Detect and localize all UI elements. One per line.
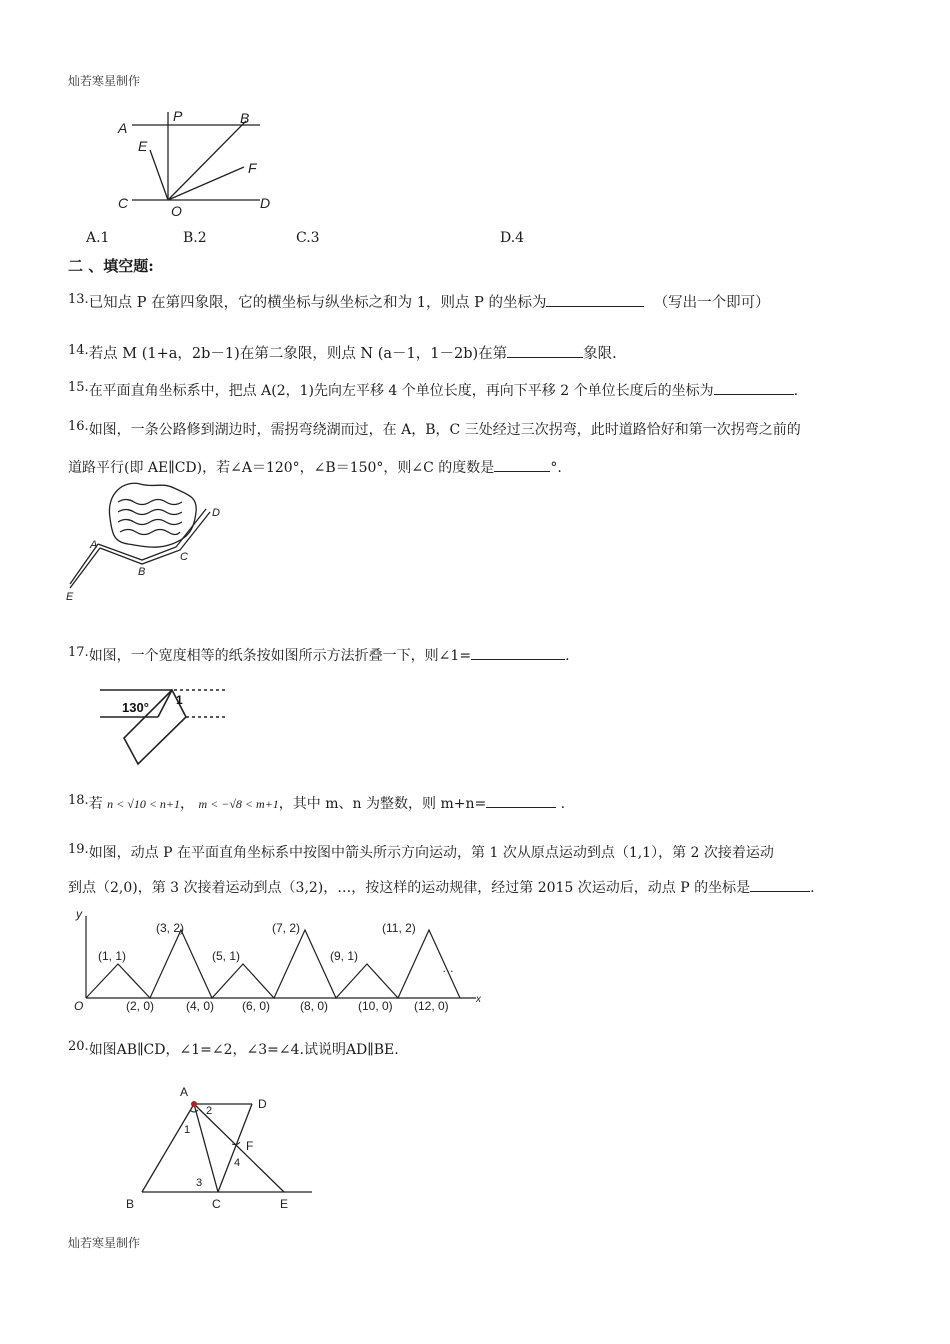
figure-q20: [120, 1078, 325, 1214]
label-C: C: [212, 1197, 221, 1211]
question-13: [68, 292, 770, 314]
angle-label-1: 1: [176, 693, 183, 707]
label-F: F: [246, 1139, 254, 1153]
angle-1: 1: [184, 1124, 191, 1136]
point-label-4-0: (4, 0): [186, 999, 215, 1013]
question-number: 14.: [68, 343, 89, 358]
label-F: F: [248, 160, 257, 176]
answer-blank[interactable]: [750, 877, 810, 892]
origin-label: O: [74, 999, 84, 1013]
point-label-9-1: (9, 1): [330, 949, 359, 963]
point-label-11-2: (11, 2): [382, 921, 416, 935]
page-footer: 灿若寒星制作: [68, 1236, 141, 1250]
answer-blank[interactable]: [714, 380, 794, 395]
question-19-line2: [68, 877, 815, 898]
answer-blank[interactable]: [471, 645, 565, 660]
point-label-7-2: (7, 2): [272, 921, 301, 935]
question-text: 道路平行(即 AE∥CD)，若∠A＝120°，∠B＝150°，则∠C 的度数是: [68, 460, 495, 476]
question-text: 在平面直角坐标系中，把点 A(2，1)先向左平移 4 个单位长度，再向下平移 2 个单位长度后的坐标为: [88, 383, 714, 399]
figure-q16: [62, 478, 242, 606]
question-tail: .: [560, 796, 566, 812]
question-20: [68, 1040, 399, 1061]
point-label-1-1: (1, 1): [98, 949, 127, 963]
question-number: 15.: [68, 380, 89, 395]
ellipsis: …: [442, 961, 454, 975]
question-16-line2: [68, 457, 562, 478]
option-b: B.2: [183, 230, 207, 246]
question-number: 16.: [68, 419, 89, 434]
figure-q19: [68, 906, 488, 1014]
label-O: O: [171, 203, 182, 219]
question-text: ，其中 m、n 为整数，则 m+n=: [278, 796, 487, 812]
figure-q12: [110, 105, 290, 220]
question-number: 20.: [68, 1039, 89, 1054]
question-16-line1: [68, 420, 801, 441]
question-tail: °.: [550, 460, 562, 476]
point-label-8-0: (8, 0): [300, 999, 329, 1013]
question-text: 若点 M (1+a，2b－1)在第二象限，则点 N (a－1，1－2b)在第: [88, 346, 508, 362]
point-label-3-2: (3, 2): [156, 921, 185, 935]
question-15: [68, 380, 798, 402]
question-number: 19.: [68, 842, 89, 857]
label-B: B: [138, 566, 146, 578]
axis-y-label: y: [76, 907, 82, 921]
question-number: 13.: [68, 292, 89, 307]
axis-x-label: x: [476, 994, 481, 1005]
label-A: A: [90, 539, 98, 551]
label-E: E: [138, 138, 148, 154]
point-label-10-0: (10, 0): [358, 999, 393, 1013]
question-tail: 象限.: [583, 346, 617, 362]
section-title: 二 、填空题:: [68, 257, 154, 275]
inequality-m: m < −√8 < m+1: [198, 797, 279, 811]
question-14: [68, 343, 617, 365]
page-header: 灿若寒星制作: [68, 74, 141, 88]
angle-3: 3: [196, 1177, 203, 1189]
label-D: D: [260, 195, 271, 211]
point-label-6-0: (6, 0): [242, 999, 271, 1013]
question-text: 已知点 P 在第四象限，它的横坐标与纵坐标之和为 1，则点 P 的坐标为: [88, 295, 547, 311]
question-text: 如图，一个宽度相等的纸条按如图所示方法折叠一下，则∠1=: [88, 648, 472, 664]
point-label-5-1: (5, 1): [212, 949, 241, 963]
question-text: 如图，一条公路修到湖边时，需拐弯绕湖而过，在 A，B，C 三处经过三次拐弯，此时道路恰好和第一次拐弯之前的: [88, 422, 801, 438]
label-E: E: [66, 591, 74, 603]
question-tail: （写出一个即可）: [653, 295, 770, 311]
question-text: 到点（2,0)，第 3 次接着运动到点（3,2)，…，按这样的运动规律，经过第 2015 次运动后，动点 P 的坐标是: [68, 880, 751, 896]
figure-q17: [96, 682, 236, 770]
answer-blank[interactable]: [494, 457, 550, 472]
option-c: C.3: [296, 230, 320, 246]
question-tail: .: [565, 648, 570, 664]
question-19-line1: [68, 843, 774, 864]
question-tail: .: [810, 880, 815, 896]
label-A: A: [118, 120, 128, 136]
question-17: [68, 645, 570, 667]
question-number: 18.: [68, 793, 89, 808]
answer-blank[interactable]: [486, 793, 556, 808]
answer-blank[interactable]: [546, 292, 644, 307]
label-C: C: [118, 195, 129, 211]
question-tail: .: [793, 383, 799, 399]
point-label-2-0: (2, 0): [126, 999, 155, 1013]
question-text: 如图，动点 P 在平面直角坐标系中按图中箭头所示方向运动，第 1 次从原点运动到点（1,1），第 2 次接着运动: [88, 845, 774, 861]
angle-label-130: 130°: [122, 700, 149, 715]
label-D: D: [258, 1097, 267, 1111]
question-18: 18.若 n < √10 < n+1， m < −√8 < m+1，其中 m、n 为整数，则 m+n= .: [68, 793, 566, 812]
angle-2: 2: [206, 1105, 213, 1117]
label-E: E: [280, 1197, 289, 1211]
inequality-n: n < √10 < n+1: [107, 797, 181, 811]
label-P: P: [173, 108, 183, 124]
angle-4: 4: [234, 1157, 241, 1169]
label-A: A: [180, 1085, 189, 1099]
answer-blank[interactable]: [507, 343, 583, 358]
question-text: 若: [88, 796, 103, 812]
question-text: 如图AB∥CD，∠1=∠2，∠3=∠4.试说明AD∥BE.: [88, 1042, 399, 1058]
label-C: C: [180, 551, 188, 563]
label-D: D: [212, 507, 220, 519]
point-label-12-0: (12, 0): [414, 999, 449, 1013]
label-B: B: [240, 110, 250, 126]
option-d: D.4: [500, 230, 525, 246]
label-B: B: [126, 1197, 135, 1211]
option-a: A.1: [86, 230, 110, 246]
question-number: 17.: [68, 645, 89, 660]
